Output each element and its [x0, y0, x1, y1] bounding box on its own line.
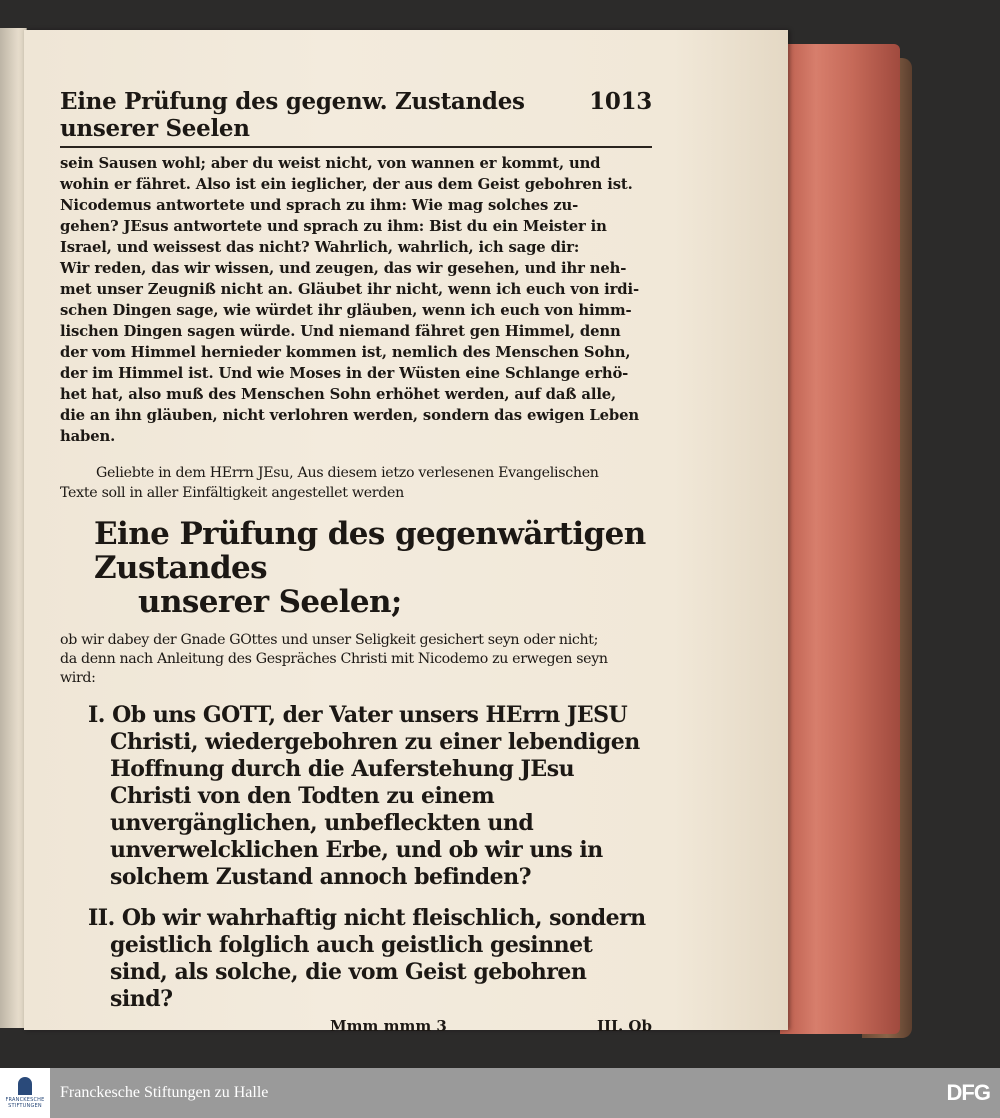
- page-footer: [60, 1017, 652, 1035]
- dfg-logo[interactable]: DFG: [946, 1080, 990, 1105]
- question-2: II. Ob wir wahrhaftig nicht fleischlich, sondern geistlich folglich auch geistlich gesinnet sind, als solche, die vom Geist gebohren sind?: [88, 905, 646, 1012]
- sub-line: ob wir dabey der Gnade GOttes und unser Seligkeit gesichert seyn oder nicht;: [60, 632, 599, 648]
- body-line: haben.: [60, 428, 116, 445]
- running-head: [60, 88, 652, 148]
- institution-name[interactable]: Franckesche Stiftungen zu Halle: [60, 1084, 269, 1101]
- text-block: [60, 88, 652, 1035]
- signature-mark: Mmm mmm 3: [330, 1017, 447, 1035]
- body-line: gehen? JEsus antwortete und sprach zu ihm: Bist du ein Meister in: [60, 218, 607, 235]
- page-edges: [780, 44, 900, 1034]
- body-line: met unser Zeugniß nicht an. Gläubet ihr nicht, wenn ich euch von irdi-: [60, 281, 639, 298]
- intro-line: Texte soll in aller Einfältigkeit angestellet werden: [60, 485, 404, 501]
- sermon-title: [60, 517, 652, 619]
- scripture-text: [60, 153, 652, 447]
- building-icon: [18, 1077, 32, 1095]
- body-line: der vom Himmel hernieder kommen ist, nemlich des Menschen Sohn,: [60, 344, 631, 361]
- sermon-title-line1: Eine Prüfung des gegenwärtigen Zustandes: [94, 516, 646, 586]
- viewer-footer-bar: [0, 1068, 1000, 1118]
- body-line: wohin er fähret. Also ist ein ieglicher, der aus dem Geist gebohren ist.: [60, 176, 633, 193]
- question-1: I. Ob uns GOTT, der Vater unsers HErrn JESU Christi, wiedergebohren zu einer lebendigen Hoffnung durch die Auferstehung JEsu Christi von den Todten zu einem unvergänglichen, unbefleckten und unverwelcklichen Erbe, und ob wir uns in solchem Zustand annoch befinden?: [88, 702, 640, 890]
- catchword: III. Ob: [596, 1017, 652, 1035]
- body-line: lischen Dingen sagen würde. Und niemand fähret gen Himmel, denn: [60, 323, 621, 340]
- page-number: 1013: [589, 88, 652, 115]
- sermon-title-line2: unserer Seelen;: [138, 584, 402, 620]
- body-line: sein Sausen wohl; aber du weist nicht, von wannen er kommt, und: [60, 155, 601, 172]
- book-page: [24, 30, 788, 1035]
- logo-caption: FRANCKESCHE STIFTUNGEN: [5, 1097, 45, 1109]
- intro-text: [60, 463, 652, 503]
- running-head-title: Eine Prüfung des gegenw. Zustandes unserer Seelen: [60, 88, 525, 142]
- intro-line: Geliebte in dem HErrn JEsu, Aus diesem ietzo verlesenen Evangelischen: [96, 465, 599, 481]
- body-line: die an ihn gläuben, nicht verlohren werden, sondern das ewigen Leben: [60, 407, 639, 424]
- institution-logo[interactable]: [0, 1068, 50, 1118]
- sub-line: da denn nach Anleitung des Gespräches Christi mit Nicodemo zu erwegen seyn: [60, 651, 608, 667]
- sub-line: wird:: [60, 670, 96, 686]
- body-line: schen Dingen sage, wie würdet ihr gläuben, wenn ich euch von himm-: [60, 302, 632, 319]
- body-line: der im Himmel ist. Und wie Moses in der Wüsten eine Schlange erhö-: [60, 365, 629, 382]
- body-line: Nicodemus antwortete und sprach zu ihm: Wie mag solches zu-: [60, 197, 579, 214]
- left-page-edge: [0, 28, 27, 1028]
- body-line: Wir reden, das wir wissen, und zeugen, das wir gesehen, und ihr neh-: [60, 260, 627, 277]
- sub-text: [60, 631, 652, 688]
- body-line: Israel, und weissest das nicht? Wahrlich, wahrlich, ich sage dir:: [60, 239, 580, 256]
- body-line: het hat, also muß des Menschen Sohn erhöhet werden, auf daß alle,: [60, 386, 617, 403]
